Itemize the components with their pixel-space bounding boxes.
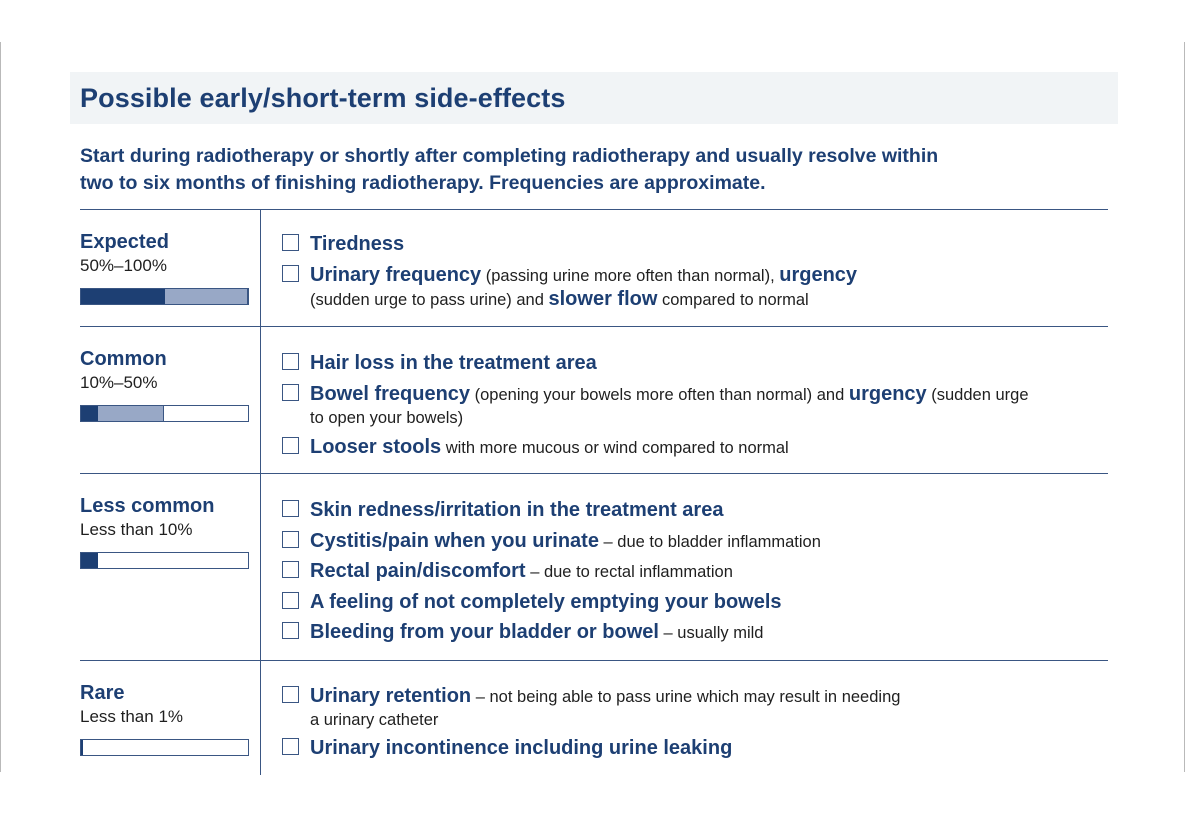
checkbox[interactable] xyxy=(282,561,299,578)
category-name: Less common xyxy=(80,495,215,517)
checkbox[interactable] xyxy=(282,686,299,703)
frequency-bar-light xyxy=(165,289,249,304)
checkbox[interactable] xyxy=(282,353,299,370)
item-title: Skin redness/irritation in the treatment area xyxy=(310,499,724,521)
intro-line-2: two to six months of finishing radiotherapy. Frequencies are approximate. xyxy=(80,172,766,194)
item-detail: (opening your bowels more often than normal) and xyxy=(470,386,849,404)
frequency-bar-dark xyxy=(81,740,83,755)
category-name: Common xyxy=(80,348,167,370)
page-edge-left xyxy=(0,42,1,772)
list-item xyxy=(282,383,1112,430)
list-item xyxy=(282,530,1112,554)
checkbox[interactable] xyxy=(282,437,299,454)
item-detail: a urinary catheter xyxy=(310,711,439,729)
item-title: Urinary incontinence including urine leaking xyxy=(310,737,733,759)
item-title: Tiredness xyxy=(310,233,405,255)
category-expected xyxy=(80,209,1108,327)
category-less-common xyxy=(80,473,1108,661)
checkbox[interactable] xyxy=(282,500,299,517)
frequency-bar-light xyxy=(98,406,165,421)
frequency-bar xyxy=(80,405,249,422)
list-item xyxy=(282,352,1112,376)
category-name: Expected xyxy=(80,231,169,253)
item-title: Urinary frequency xyxy=(310,264,482,286)
checkbox[interactable] xyxy=(282,531,299,548)
item-detail: – due to rectal inflammation xyxy=(525,563,733,581)
item-detail: (sudden urge to pass urine) and xyxy=(310,291,549,309)
item-detail: to open your bowels) xyxy=(310,409,464,427)
item-title: Looser stools xyxy=(310,436,442,458)
category-name: Rare xyxy=(80,682,125,704)
item-detail: with more mucous or wind compared to normal xyxy=(441,439,789,457)
category-range: 10%–50% xyxy=(80,373,158,392)
checkbox[interactable] xyxy=(282,384,299,401)
item-title: Hair loss in the treatment area xyxy=(310,352,597,374)
checkbox[interactable] xyxy=(282,622,299,639)
item-highlight: urgency xyxy=(848,383,927,405)
checkbox[interactable] xyxy=(282,592,299,609)
item-title: Bleeding from your bladder or bowel xyxy=(310,621,659,643)
frequency-bar xyxy=(80,552,249,569)
category-common xyxy=(80,326,1108,474)
category-rare xyxy=(80,660,1108,776)
category-range: Less than 10% xyxy=(80,520,193,539)
checkbox[interactable] xyxy=(282,265,299,282)
frequency-bar xyxy=(80,739,249,756)
item-title: Urinary retention xyxy=(310,685,472,707)
item-detail: – not being able to pass urine which may result in needing xyxy=(471,688,901,706)
list-item xyxy=(282,436,1112,460)
page-title: Possible early/short-term side-effects xyxy=(80,83,566,113)
list-item xyxy=(282,264,1112,312)
item-detail: – usually mild xyxy=(658,624,764,642)
list-item xyxy=(282,737,1112,761)
frequency-bar xyxy=(80,288,249,305)
item-detail: compared to normal xyxy=(657,291,809,309)
list-item xyxy=(282,621,1112,645)
category-range: Less than 1% xyxy=(80,707,184,726)
intro-line-1: Start during radiotherapy or shortly after completing radiotherapy and usually resolve within xyxy=(80,145,939,167)
frequency-bar-dark xyxy=(81,553,98,568)
list-item xyxy=(282,499,1112,523)
checkbox[interactable] xyxy=(282,738,299,755)
checkbox[interactable] xyxy=(282,234,299,251)
item-detail: – due to bladder inflammation xyxy=(598,533,821,551)
list-item xyxy=(282,560,1112,584)
frequency-bar-dark xyxy=(81,406,98,421)
category-range: 50%–100% xyxy=(80,256,167,275)
list-item xyxy=(282,233,1112,257)
page-edge-right xyxy=(1184,42,1185,772)
list-item xyxy=(282,591,1112,615)
item-title: Bowel frequency xyxy=(310,383,471,405)
list-item xyxy=(282,685,1112,732)
item-highlight: slower flow xyxy=(548,288,658,310)
item-title: Rectal pain/discomfort xyxy=(310,560,526,582)
item-highlight: urgency xyxy=(779,264,858,286)
intro-paragraph xyxy=(80,143,1080,197)
item-detail: (sudden urge xyxy=(926,386,1029,404)
item-title: Cystitis/pain when you urinate xyxy=(310,530,599,552)
frequency-bar-dark xyxy=(81,289,165,304)
item-title: A feeling of not completely emptying your bowels xyxy=(310,591,782,613)
item-detail: (passing urine more often than normal), xyxy=(481,267,780,285)
